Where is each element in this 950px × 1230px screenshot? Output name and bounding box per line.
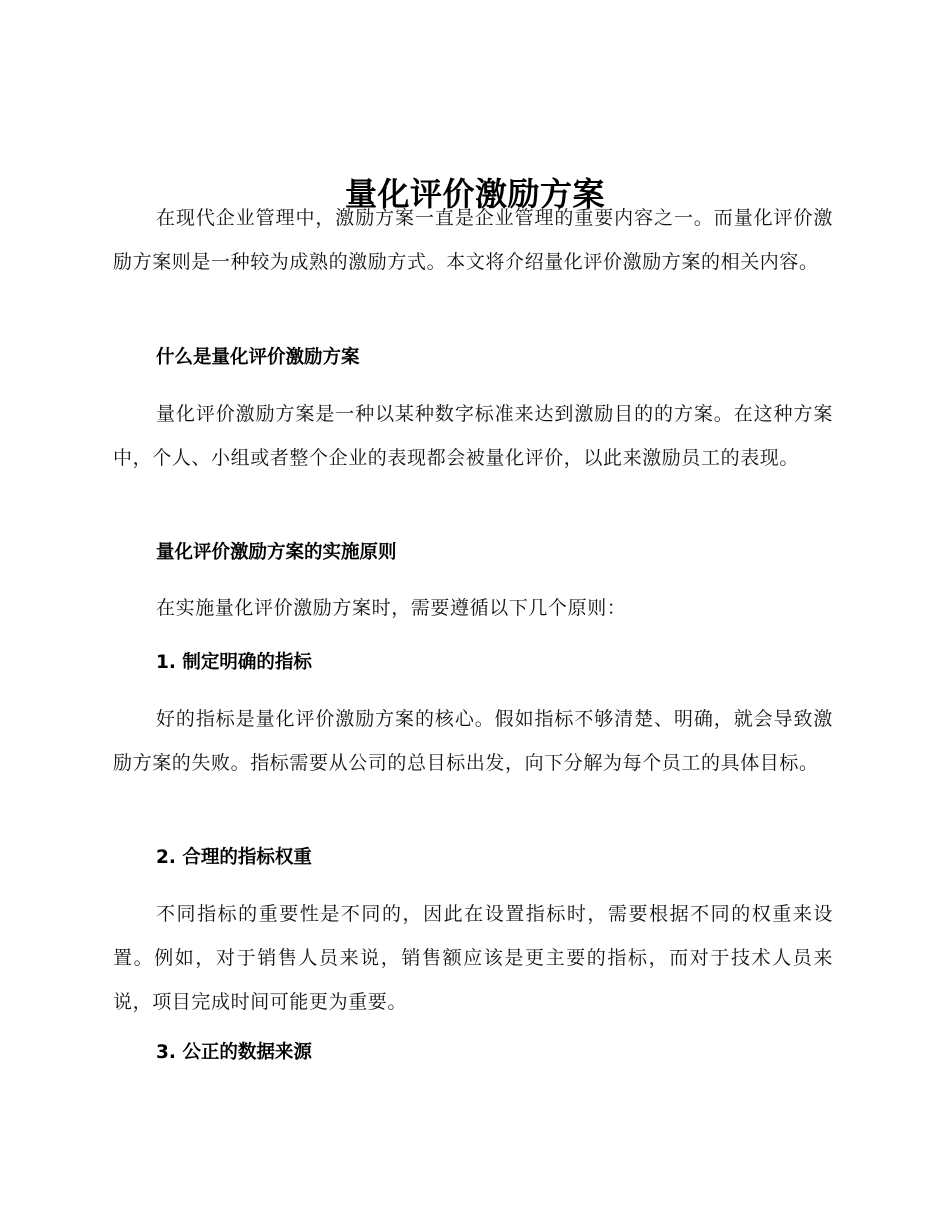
principle-body-2: 不同指标的重要性是不同的，因此在设置指标时，需要根据不同的权重来设置。例如，对于销售人员来说，销售额应该是更主要的指标，而对于技术人员来说，项目完成时间可能更为重要。 xyxy=(113,903,833,1013)
section-heading-what-is: 什么是量化评价激励方案 xyxy=(156,347,360,368)
principle-heading-1: 1. 制定明确的指标 xyxy=(156,652,312,673)
principle-heading-3: 3. 公正的数据来源 xyxy=(156,1042,312,1063)
section-body-what-is: 量化评价激励方案是一种以某种数字标准来达到激励目的的方案。在这种方案中，个人、小组或者整个企业的表现都会被量化评价，以此来激励员工的表现。 xyxy=(113,403,833,469)
document-title: 量化评价激励方案 xyxy=(344,175,605,214)
principle-heading-2: 2. 合理的指标权重 xyxy=(156,847,312,868)
section-heading-principles: 量化评价激励方案的实施原则 xyxy=(156,542,397,563)
intro-paragraph: 在现代企业管理中，激励方案一直是企业管理的重要内容之一。而量化评价激励方案则是一种较为成熟的激励方式。本文将介绍量化评价激励方案的相关内容。 xyxy=(113,207,833,273)
principles-intro: 在实施量化评价激励方案时，需要遵循以下几个原则： xyxy=(156,597,627,619)
principle-body-1: 好的指标是量化评价激励方案的核心。假如指标不够清楚、明确，就会导致激励方案的失败。指标需要从公司的总目标出发，向下分解为每个员工的具体目标。 xyxy=(113,708,833,774)
